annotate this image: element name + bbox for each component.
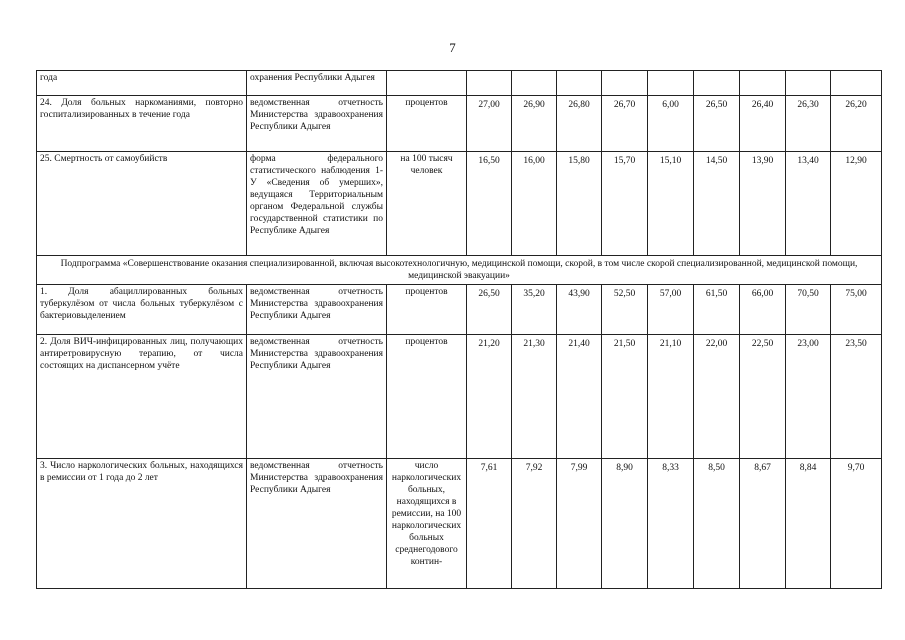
value-cell: 35,20 <box>512 285 557 335</box>
data-source: форма федерального статистического наблюдения 1-У «Сведения об умерших», ведущаяся Территориальным органом Федеральной службы государственной статистики по Республике Адыгея <box>247 152 387 256</box>
value-cell: 66,00 <box>740 285 786 335</box>
table-row <box>37 335 882 459</box>
value-cell: 22,50 <box>740 335 786 459</box>
value-cell: 12,90 <box>831 152 882 256</box>
value-cell: 13,40 <box>786 152 831 256</box>
value-cell: 14,50 <box>694 152 740 256</box>
indicator-name: 24. Доля больных наркоманиями, повторно госпитализированных в течение года <box>37 96 247 152</box>
value-cell: 15,70 <box>602 152 648 256</box>
value-cell: 21,20 <box>467 335 512 459</box>
value-cell: 57,00 <box>648 285 694 335</box>
value-cell: 15,80 <box>557 152 602 256</box>
value-cell: 13,90 <box>740 152 786 256</box>
value-cell: 26,70 <box>602 96 648 152</box>
value-cell: 9,70 <box>831 459 882 589</box>
table-row <box>37 96 882 152</box>
value-cell: 70,50 <box>786 285 831 335</box>
table-row <box>37 459 882 589</box>
value-cell: 8,33 <box>648 459 694 589</box>
value-cell: 8,50 <box>694 459 740 589</box>
value-cell: 8,67 <box>740 459 786 589</box>
value-cell: 8,90 <box>602 459 648 589</box>
data-source: ведомственная отчетность Министерства здравоохранения Республики Адыгея <box>247 459 387 589</box>
unit: процентов <box>387 96 467 152</box>
value-cell: 52,50 <box>602 285 648 335</box>
value-cell: 21,50 <box>602 335 648 459</box>
table-row <box>37 71 882 96</box>
value-cell: 26,20 <box>831 96 882 152</box>
table-row <box>37 152 882 256</box>
unit: процентов <box>387 285 467 335</box>
value-cell: 22,00 <box>694 335 740 459</box>
data-source: охранения Республики Адыгея <box>247 71 387 96</box>
value-cell: 16,50 <box>467 152 512 256</box>
value-cell: 21,40 <box>557 335 602 459</box>
subprogram-row <box>37 256 882 285</box>
value-cell: 75,00 <box>831 285 882 335</box>
value-cell: 61,50 <box>694 285 740 335</box>
value-cell: 26,90 <box>512 96 557 152</box>
value-cell: 27,00 <box>467 96 512 152</box>
value-cell: 8,84 <box>786 459 831 589</box>
value-cell: 26,80 <box>557 96 602 152</box>
value-cell: 21,10 <box>648 335 694 459</box>
value-cell: 7,92 <box>512 459 557 589</box>
value-cell: 16,00 <box>512 152 557 256</box>
value-cell: 6,00 <box>648 96 694 152</box>
indicator-name: года <box>37 71 247 96</box>
value-cell: 26,30 <box>786 96 831 152</box>
value-cell: 7,99 <box>557 459 602 589</box>
subprogram-title: Подпрограмма «Совершенствование оказания специализированной, включая высокотехнологичную, медицинской помощи, скорой, в том числе скорой специализированной, медицинской помощи, медицинской эвакуации» <box>37 256 882 285</box>
page-number: 7 <box>449 40 456 55</box>
data-source: ведомственная отчетность Министерства здравоохранения Республики Адыгея <box>247 96 387 152</box>
unit: на 100 тысяч человек <box>387 152 467 256</box>
value-cell: 43,90 <box>557 285 602 335</box>
unit: число наркологических больных, находящихся в ремиссии, на 100 наркологических больных среднегодового контин- <box>387 459 467 589</box>
value-cell: 7,61 <box>467 459 512 589</box>
indicator-name: 2. Доля ВИЧ-инфицированных лиц, получающих антиретровирусную терапию, от числа состоящих на диспансерном учёте <box>37 335 247 459</box>
indicator-name: 3. Число наркологических больных, находящихся в ремиссии от 1 года до 2 лет <box>37 459 247 589</box>
indicators-table <box>36 70 882 589</box>
value-cell: 21,30 <box>512 335 557 459</box>
value-cell: 26,40 <box>740 96 786 152</box>
value-cell: 26,50 <box>694 96 740 152</box>
table-row <box>37 285 882 335</box>
unit: процентов <box>387 335 467 459</box>
indicator-name: 25. Смертность от самоубийств <box>37 152 247 256</box>
data-source: ведомственная отчетность Министерства здравоохранения Республики Адыгея <box>247 335 387 459</box>
value-cell: 26,50 <box>467 285 512 335</box>
value-cell: 23,00 <box>786 335 831 459</box>
data-source: ведомственная отчетность Министерства здравоохранения Республики Адыгея <box>247 285 387 335</box>
value-cell: 15,10 <box>648 152 694 256</box>
indicator-name: 1. Доля абациллированных больных туберкулёзом от числа больных туберкулёзом с бактериовыделением <box>37 285 247 335</box>
value-cell: 23,50 <box>831 335 882 459</box>
